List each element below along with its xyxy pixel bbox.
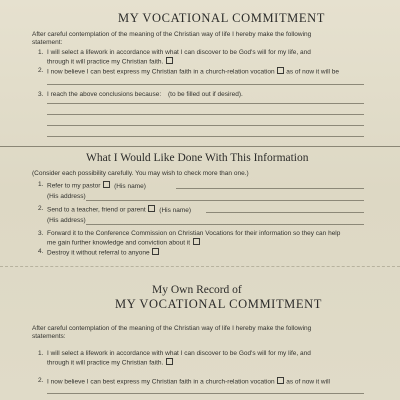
item-2-number: 2. — [38, 67, 44, 74]
item-3-text — [47, 91, 243, 99]
record-item-1-checkbox[interactable] — [166, 358, 173, 365]
record-item-2-checkbox[interactable] — [277, 377, 284, 384]
intro-text-line-1: After careful contemplation of the meaning of the Christian way of life I hereby make the following — [32, 31, 312, 38]
record-item-2-text-suffix: as of now it will — [286, 378, 330, 386]
item-2-text-suffix: as of now it will be — [286, 68, 339, 76]
record-intro-line-2: statements: — [32, 333, 66, 340]
intro-text-line-2: statement: — [32, 39, 63, 46]
option-1-address-label: (His address) — [47, 193, 86, 200]
item-3-text-label: I reach the above conclusions because: — [47, 91, 162, 98]
item-1-text-cont — [47, 57, 173, 67]
item-1-number: 1. — [38, 49, 44, 56]
record-item-2-text-label: I now believe I can best express my Christian faith in a church-relation vocation — [47, 378, 275, 386]
option-4-label: Destroy it without referral to anyone — [47, 249, 150, 257]
option-4-checkbox[interactable] — [152, 248, 159, 255]
option-1-address-line[interactable] — [86, 200, 364, 201]
item-2-answer-line[interactable] — [47, 84, 364, 85]
tear-line — [0, 266, 400, 267]
record-item-2-text — [47, 377, 330, 387]
option-1-label: Refer to my pastor — [47, 182, 101, 190]
item-1-checkbox[interactable] — [166, 57, 173, 64]
item-3-answer-line-4[interactable] — [47, 136, 364, 137]
option-3-text: Forward it to the Conference Commission on Christian Vocations for their information so they can help — [47, 230, 341, 237]
record-item-2-number: 2. — [38, 377, 44, 384]
item-3-answer-line-1[interactable] — [47, 103, 364, 104]
record-item-1-text: I will select a lifework in accordance with what I can discover to be God's will for my life, and — [47, 350, 311, 357]
option-2-checkbox[interactable] — [148, 205, 155, 212]
option-2-address-line[interactable] — [86, 224, 364, 225]
option-1-name-label: (His name) — [114, 182, 146, 190]
option-1-checkbox[interactable] — [103, 181, 110, 188]
section-divider — [0, 146, 400, 147]
item-3-number: 3. — [38, 91, 44, 98]
record-item-2-answer-line[interactable] — [47, 393, 364, 394]
record-item-1-text-cont-label: through it will practice my Christian faith. — [47, 359, 164, 367]
record-intro-line-1: After careful contemplation of the meaning of the Christian way of life I hereby make the following — [32, 325, 312, 332]
item-3-answer-line-3[interactable] — [47, 125, 364, 126]
item-1-text-cont-label: through it will practice my Christian faith. — [47, 58, 164, 66]
option-1-number: 1. — [38, 181, 44, 188]
record-item-1-number: 1. — [38, 350, 44, 357]
option-4-text — [47, 248, 159, 258]
record-item-1-text-cont — [47, 358, 173, 368]
option-3-text-cont — [47, 238, 200, 248]
item-2-text-label: I now believe I can best express my Christian faith in a church-relation vocation — [47, 68, 275, 76]
option-3-checkbox[interactable] — [193, 238, 200, 245]
section-subhead: (Consider each possibility carefully. You may wish to check more than one.) — [32, 170, 249, 177]
item-2-text — [47, 67, 339, 77]
option-2-name-label: (His name) — [159, 206, 192, 214]
option-2-name-line[interactable] — [206, 212, 364, 213]
item-2-checkbox[interactable] — [277, 67, 284, 74]
option-2-text — [47, 205, 191, 215]
item-3-note: (to be filled out if desired). — [168, 91, 243, 98]
option-2-label: Send to a teacher, friend or parent — [47, 206, 146, 214]
section-heading: What I Would Like Done With This Information — [86, 152, 309, 164]
item-3-answer-line-2[interactable] — [47, 114, 364, 115]
record-pretitle: My Own Record of — [152, 284, 242, 296]
form-title: MY VOCATIONAL COMMITMENT — [118, 11, 325, 25]
option-2-number: 2. — [38, 205, 44, 212]
option-3-text-cont-label: me gain further knowledge and conviction about it — [47, 239, 191, 247]
option-1-name-line[interactable] — [176, 188, 364, 189]
option-3-number: 3. — [38, 230, 44, 237]
option-2-address-label: (His address) — [47, 217, 86, 224]
option-1-text — [47, 181, 146, 191]
option-4-number: 4. — [38, 248, 44, 255]
record-title: MY VOCATIONAL COMMITMENT — [115, 297, 322, 311]
item-1-text: I will select a lifework in accordance with what I can discover to be God's will for my life, and — [47, 49, 311, 56]
